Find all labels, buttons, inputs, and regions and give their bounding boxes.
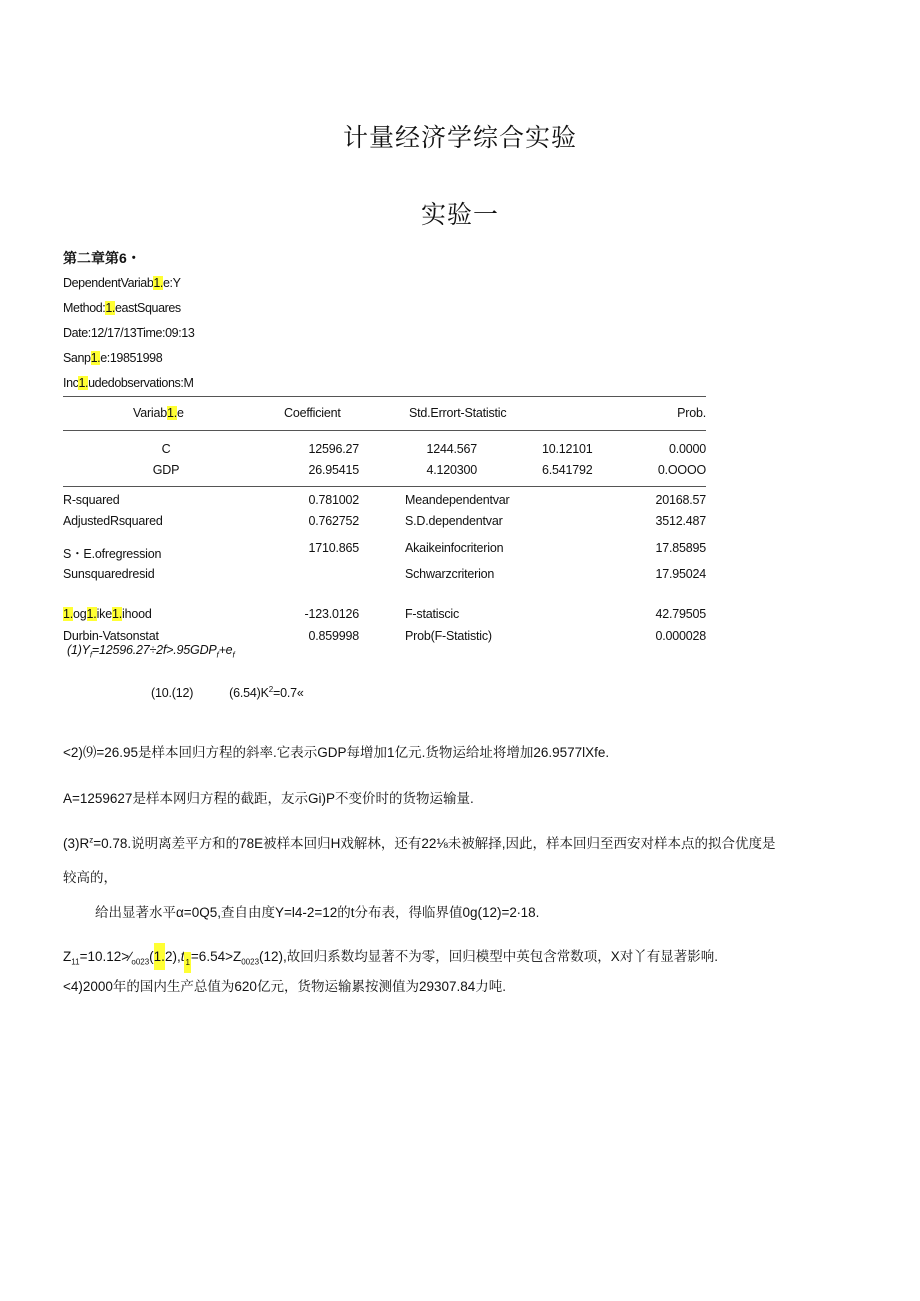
mean-dependent-value: 20168.57 <box>655 493 706 507</box>
highlight-mark: 1. <box>63 607 74 621</box>
log-likelihood-value: -123.0126 <box>304 607 359 621</box>
header-std-error-t-statistic: Std.Errort-Statistic <box>409 406 507 420</box>
row-prob: 0.OOOO <box>657 463 706 477</box>
method-line: Method:1.eastSquares <box>63 301 181 315</box>
highlight-mark: 1. <box>105 301 115 315</box>
included-observations-line: Inc1.udedobservations:M <box>63 376 194 390</box>
schwarz-label: Schwarzcriterion <box>405 567 495 581</box>
row-coefficient: 26.95415 <box>308 463 359 477</box>
table-header-rule <box>63 430 706 431</box>
adjusted-r-squared-value: 0.762752 <box>308 514 359 528</box>
paragraph-forecast: <4)2000年的国内生产总值为620亿元，货物运输累按测值为29307.84力吨. <box>63 979 507 994</box>
highlight-mark: 1. <box>78 376 89 390</box>
regression-equation: $(1)Y_f=12596.27\div 2f>.95GDP_f+e_f$ <box>67 643 235 660</box>
sample-line: Sanp1.e:19851998 <box>63 351 163 365</box>
dependent-variable-line: DependentVariab1.e:Y <box>63 276 181 290</box>
paragraph-r-squared: $(3)R^z=0.78$.说明离差平方和的78E被样本回归H戏解林，还有22⅛未被解择,因此，样本回归至西安对样本点的拟合优度是 <box>63 835 776 851</box>
paragraph-intercept: A=1259627是样本网归方程的截距，友示Gi)P不变价时的货物运输量. <box>63 791 474 806</box>
prob-f-value: 0.000028 <box>655 629 706 643</box>
row-prob: 0.0000 <box>668 442 706 456</box>
akaike-value: 17.85895 <box>655 541 706 555</box>
paragraph-significance: $Z_{11}=10.12>∕_{o023}(1.2),t_1=6.54>Z_{0023}(12)$,故回归系数均显著不为零，回归模型中英包含常数项，X对丫有显著影响. <box>63 945 718 967</box>
r-squared-value: 0.781002 <box>308 493 359 507</box>
highlight-mark: 1. <box>154 943 165 970</box>
row-variable: C <box>161 442 171 456</box>
sum-squared-resid-label: Sunsquaredresid <box>63 567 155 581</box>
row-std-error: 1244.567 <box>426 442 477 456</box>
adjusted-r-squared-label: AdjustedRsquared <box>63 514 163 528</box>
paragraph-slope: <2)⑼=26.95是样本回归方程的斜率.它表示GDP每增加1亿元.货物运给址将增加26.9577lXfe. <box>63 745 610 760</box>
schwarz-value: 17.95024 <box>655 567 706 581</box>
header-coefficient: Coefficient <box>284 406 341 420</box>
row-std-error: 4.120300 <box>426 463 477 477</box>
date-line: Date:12/17/13Time:09:13 <box>63 326 195 340</box>
row-t-statistic: 6.541792 <box>542 463 593 477</box>
highlight-mark: 1. <box>167 406 178 420</box>
paragraph-r-squared-cont: 较高的， <box>63 870 117 885</box>
table-coef-rule <box>63 486 706 487</box>
durbin-watson-value: 0.859998 <box>308 629 359 643</box>
paragraph-critical-value: 给出显著水平α=0Q5,查自由度Y=l4-2=12的t分布表，得临界值0g(12)=2∙18. <box>95 905 540 920</box>
mean-dependent-label: Meandependentvar <box>405 493 510 507</box>
f-statistic-label: F-statiscic <box>405 607 460 621</box>
row-t-statistic: 10.12101 <box>542 442 593 456</box>
se-regression-value: 1710.865 <box>308 541 359 555</box>
highlight-mark: 1. <box>90 351 101 365</box>
akaike-label: Akaikeinfocriterion <box>405 541 504 555</box>
highlight-mark: 1. <box>153 276 163 290</box>
header-variable: Variab1.e <box>133 406 184 420</box>
row-variable: GDP <box>152 463 180 477</box>
sd-dependent-value: 3512.487 <box>655 514 706 528</box>
durbin-watson-label: Durbin-Vatsonstat <box>63 629 159 643</box>
r-squared-label: R-squared <box>63 493 120 507</box>
document-title: 计量经济学综合实验 <box>342 123 577 152</box>
log-likelihood-label: 1.og1.ike1.ihood <box>63 607 152 621</box>
document-subtitle: 实验一 <box>420 200 499 229</box>
prob-f-label: Prob(F-Statistic) <box>405 629 492 643</box>
row-coefficient: 12596.27 <box>308 442 359 456</box>
sd-dependent-label: S.D.dependentvar <box>405 514 503 528</box>
f-statistic-value: 42.79505 <box>655 607 706 621</box>
highlight-mark: 1. <box>86 607 97 621</box>
section-heading: 第二章第6・ <box>63 250 141 266</box>
highlight-mark: 1. <box>111 607 122 621</box>
equation-t-values: (10.(12) $(6.54)K^2=0.7«$ <box>151 685 304 701</box>
se-regression-label: S・E.ofregression <box>63 547 162 561</box>
table-top-rule <box>63 396 706 397</box>
header-prob: Prob. <box>677 406 706 420</box>
